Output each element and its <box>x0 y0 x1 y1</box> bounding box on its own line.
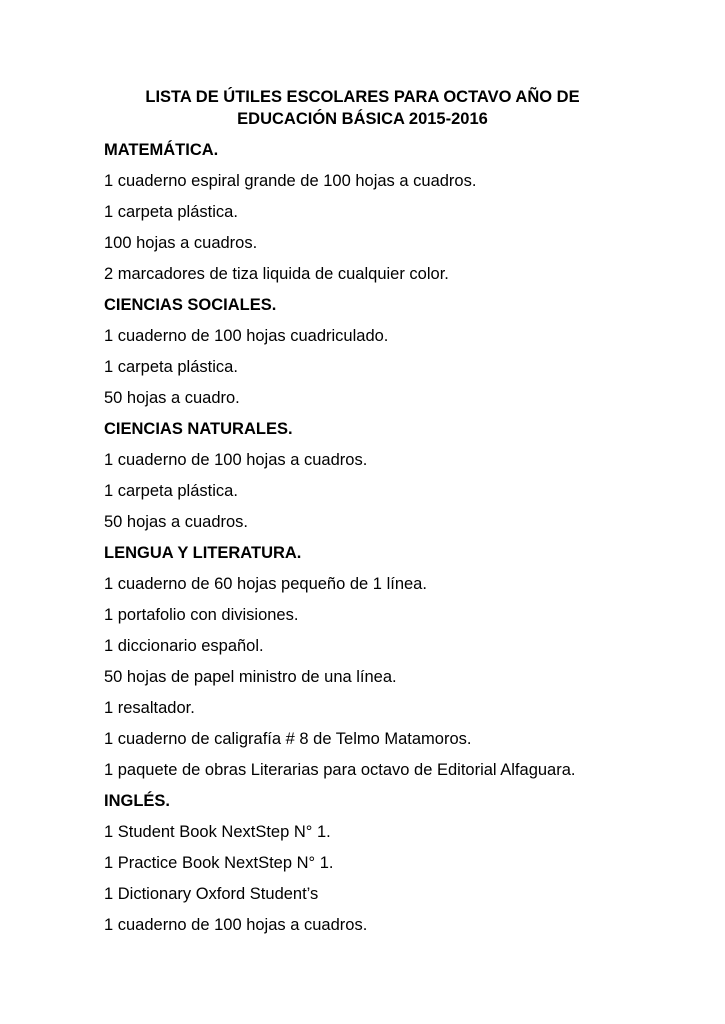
list-item: 1 cuaderno de caligrafía # 8 de Telmo Matamoros. <box>104 730 472 748</box>
list-item: 50 hojas a cuadros. <box>104 513 249 531</box>
list-item: 1 diccionario español. <box>104 637 264 655</box>
list-item: 1 carpeta plástica. <box>104 358 238 376</box>
list-item: 1 Practice Book NextStep N° 1. <box>104 854 334 872</box>
list-item: 1 Student Book NextStep N° 1. <box>104 823 331 841</box>
supply-list <box>104 135 704 941</box>
section-heading-lengua-literatura: LENGUA Y LITERATURA. <box>104 544 302 562</box>
document-title-line-2: EDUCACIÓN BÁSICA 2015-2016 <box>237 110 488 128</box>
list-item: 1 cuaderno de 100 hojas cuadriculado. <box>104 327 389 345</box>
document-title-line-1: LISTA DE ÚTILES ESCOLARES PARA OCTAVO AÑO DE <box>145 88 580 106</box>
list-item: 2 marcadores de tiza liquida de cualquier color. <box>104 265 449 283</box>
section-heading-ciencias-sociales: CIENCIAS SOCIALES. <box>104 296 277 314</box>
section-heading-ciencias-naturales: CIENCIAS NATURALES. <box>104 420 293 438</box>
list-item: 100 hojas a cuadros. <box>104 234 258 252</box>
section-heading-matematica: MATEMÁTICA. <box>104 141 219 159</box>
list-item: 1 cuaderno de 100 hojas a cuadros. <box>104 451 368 469</box>
list-item: 1 cuaderno espiral grande de 100 hojas a cuadros. <box>104 172 477 190</box>
list-item: 50 hojas a cuadro. <box>104 389 240 407</box>
list-item: 1 cuaderno de 100 hojas a cuadros. <box>104 916 368 934</box>
list-item: 1 carpeta plástica. <box>104 482 238 500</box>
list-item: 1 portafolio con divisiones. <box>104 606 299 624</box>
list-item: 1 cuaderno de 60 hojas pequeño de 1 línea. <box>104 575 427 593</box>
section-heading-ingles: INGLÉS. <box>104 792 171 810</box>
list-item: 50 hojas de papel ministro de una línea. <box>104 668 397 686</box>
list-item: 1 carpeta plástica. <box>104 203 238 221</box>
list-item: 1 Dictionary Oxford Student’s <box>104 885 319 903</box>
list-item: 1 resaltador. <box>104 699 195 717</box>
list-item: 1 paquete de obras Literarias para octavo de Editorial Alfaguara. <box>104 761 576 779</box>
